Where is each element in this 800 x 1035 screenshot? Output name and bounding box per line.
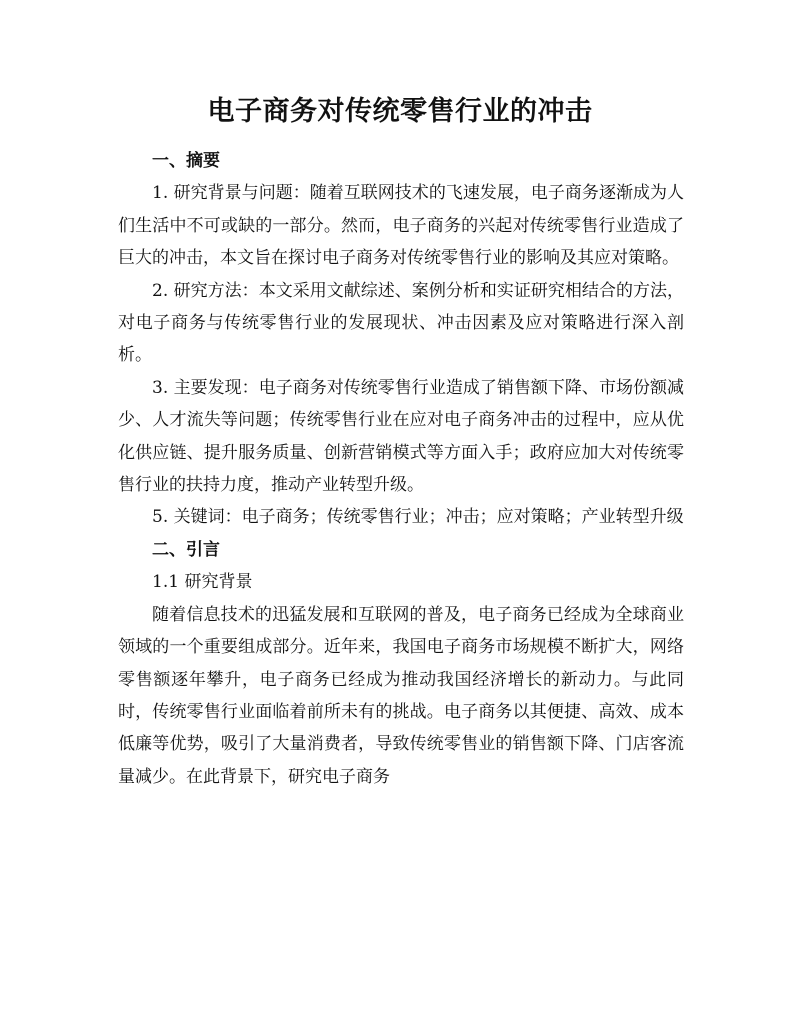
document-body: [118, 145, 684, 793]
section-heading-introduction: 二、引言: [152, 539, 220, 560]
abstract-item-background: 1. 研究背景与问题：随着互联网技术的飞速发展，电子商务逐渐成为人们生活中不可或缺的一部分。然而，电子商务的兴起对传统零售行业造成了巨大的冲击，本文旨在探讨电子商务对传统零售行业的影响及其应对策略。: [118, 183, 684, 269]
abstract-item-findings: 3. 主要发现：电子商务对传统零售行业造成了销售额下降、市场份额减少、人才流失等问题；传统零售行业在应对电子商务冲击的过程中，应从优化供应链、提升服务质量、创新营销模式等方面入手；政府应加大对传统零售行业的扶持力度，推动产业转型升级。: [118, 377, 684, 496]
abstract-item-keywords: 5. 关键词：电子商务；传统零售行业；冲击；应对策略；产业转型升级: [152, 507, 684, 528]
abstract-item-method: 2. 研究方法：本文采用文献综述、案例分析和实证研究相结合的方法，对电子商务与传统零售行业的发展现状、冲击因素及应对策略进行深入剖析。: [118, 280, 684, 366]
introduction-paragraph: 随着信息技术的迅猛发展和互联网的普及，电子商务已经成为全球商业领域的一个重要组成部分。近年来，我国电子商务市场规模不断扩大，网络零售额逐年攀升，电子商务已经成为推动我国经济增长的新动力。与此同时，传统零售行业面临着前所未有的挑战。电子商务以其便捷、高效、成本低廉等优势，吸引了大量消费者，导致传统零售业的销售额下降、门店客流量减少。在此背景下，研究电子商务: [118, 604, 684, 787]
subsection-heading-background: 1.1 研究背景: [152, 572, 253, 593]
document-title: 电子商务对传统零售行业的冲击: [207, 96, 593, 127]
section-heading-abstract: 一、摘要: [152, 151, 220, 171]
